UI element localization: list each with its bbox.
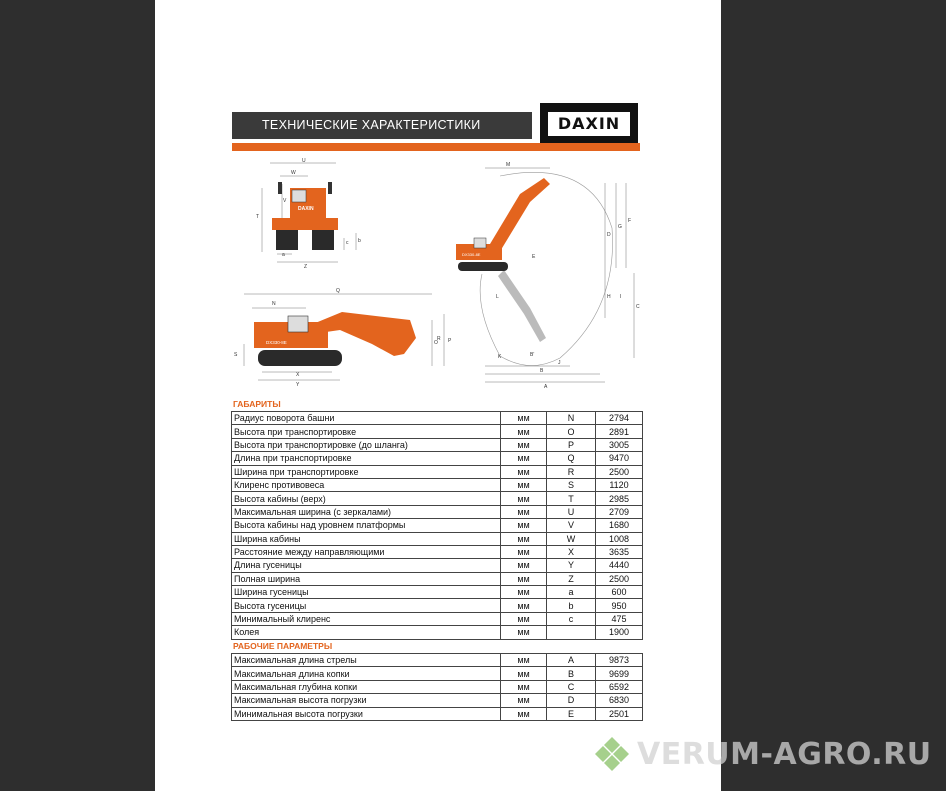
param-unit: мм bbox=[501, 680, 547, 693]
range-label-l: L bbox=[496, 294, 499, 300]
param-unit: мм bbox=[501, 545, 547, 558]
param-code: V bbox=[547, 519, 596, 532]
param-code: E bbox=[547, 707, 596, 720]
front-label-u: U bbox=[302, 158, 306, 164]
param-code: c bbox=[547, 612, 596, 625]
table-row bbox=[232, 492, 643, 505]
param-unit: мм bbox=[501, 425, 547, 438]
table-row bbox=[232, 599, 643, 612]
side-model-label: DX330-8E bbox=[266, 340, 287, 345]
front-label-t: T bbox=[256, 214, 260, 220]
param-unit: мм bbox=[501, 572, 547, 585]
param-name: Максимальная глубина копки bbox=[232, 680, 501, 693]
table-row bbox=[232, 478, 643, 491]
range-label-c: C bbox=[636, 304, 640, 310]
section-title-working: РАБОЧИЕ ПАРАМЕТРЫ bbox=[233, 641, 333, 651]
watermark bbox=[593, 734, 932, 774]
param-value: 1680 bbox=[596, 519, 643, 532]
table-row bbox=[232, 545, 643, 558]
param-code: P bbox=[547, 438, 596, 451]
param-unit: мм bbox=[501, 612, 547, 625]
param-value: 475 bbox=[596, 612, 643, 625]
param-unit: мм bbox=[501, 599, 547, 612]
param-name: Максимальная длина стрелы bbox=[232, 654, 501, 667]
front-label-c: c bbox=[346, 240, 349, 246]
param-code: X bbox=[547, 545, 596, 558]
param-name: Высота при транспортировке (до шланга) bbox=[232, 438, 501, 451]
table-row bbox=[232, 667, 643, 680]
param-name: Колея bbox=[232, 626, 501, 639]
range-label-b-prime: B' bbox=[530, 352, 535, 358]
range-label-b: B bbox=[540, 368, 544, 374]
param-code: b bbox=[547, 599, 596, 612]
range-label-a: A bbox=[544, 384, 548, 390]
param-value: 3635 bbox=[596, 545, 643, 558]
param-unit: мм bbox=[501, 586, 547, 599]
param-unit: мм bbox=[501, 465, 547, 478]
param-value: 600 bbox=[596, 586, 643, 599]
param-code: A bbox=[547, 654, 596, 667]
param-unit: мм bbox=[501, 654, 547, 667]
range-label-i: I bbox=[620, 294, 622, 300]
param-value: 9699 bbox=[596, 667, 643, 680]
dimensions-table bbox=[231, 411, 643, 640]
param-code: S bbox=[547, 478, 596, 491]
param-name: Ширина гусеницы bbox=[232, 586, 501, 599]
table-row bbox=[232, 412, 643, 425]
param-value: 2500 bbox=[596, 465, 643, 478]
range-label-d: D bbox=[607, 232, 611, 238]
param-value: 9873 bbox=[596, 654, 643, 667]
table-row bbox=[232, 465, 643, 478]
front-label-a: a bbox=[282, 252, 285, 258]
table-row bbox=[232, 532, 643, 545]
table-row bbox=[232, 519, 643, 532]
table-row bbox=[232, 559, 643, 572]
param-name: Длина при транспортировке bbox=[232, 452, 501, 465]
param-unit: мм bbox=[501, 707, 547, 720]
front-view-diagram bbox=[232, 158, 362, 270]
range-label-m: M bbox=[506, 162, 511, 168]
param-name: Максимальная длина копки bbox=[232, 667, 501, 680]
table-row bbox=[232, 505, 643, 518]
working-range-diagram bbox=[440, 158, 640, 390]
param-name: Радиус поворота башни bbox=[232, 412, 501, 425]
table-row bbox=[232, 425, 643, 438]
accent-bar bbox=[232, 143, 640, 151]
param-code: W bbox=[547, 532, 596, 545]
table-row bbox=[232, 438, 643, 451]
param-code: B bbox=[547, 667, 596, 680]
param-name: Высота кабины над уровнем платформы bbox=[232, 519, 501, 532]
front-label-z: Z bbox=[304, 264, 308, 270]
param-value: 2709 bbox=[596, 505, 643, 518]
param-name: Клиренс противовеса bbox=[232, 478, 501, 491]
range-label-h: H bbox=[607, 294, 611, 300]
side-label-x: X bbox=[296, 372, 300, 378]
param-value: 2794 bbox=[596, 412, 643, 425]
param-value: 3005 bbox=[596, 438, 643, 451]
param-value: 950 bbox=[596, 599, 643, 612]
param-code: a bbox=[547, 586, 596, 599]
front-brand-label: DAXIN bbox=[298, 206, 314, 212]
param-unit: мм bbox=[501, 559, 547, 572]
front-label-v: V bbox=[283, 198, 287, 204]
table-row bbox=[232, 626, 643, 639]
param-name: Полная ширина bbox=[232, 572, 501, 585]
param-name: Длина гусеницы bbox=[232, 559, 501, 572]
param-value: 2500 bbox=[596, 572, 643, 585]
param-code: N bbox=[547, 412, 596, 425]
param-code: Y bbox=[547, 559, 596, 572]
table-row bbox=[232, 612, 643, 625]
param-value: 1900 bbox=[596, 626, 643, 639]
table-row bbox=[232, 694, 643, 707]
param-name: Ширина при транспортировке bbox=[232, 465, 501, 478]
param-code: O bbox=[547, 425, 596, 438]
page-title: ТЕХНИЧЕСКИЕ ХАРАКТЕРИСТИКИ bbox=[262, 118, 481, 132]
param-code: C bbox=[547, 680, 596, 693]
watermark-text: VERUM-AGRO.RU bbox=[637, 736, 932, 772]
param-unit: мм bbox=[501, 452, 547, 465]
table-row bbox=[232, 654, 643, 667]
side-label-q: Q bbox=[336, 288, 340, 294]
param-unit: мм bbox=[501, 667, 547, 680]
table-row bbox=[232, 452, 643, 465]
front-label-w: W bbox=[291, 170, 296, 176]
param-value: 4440 bbox=[596, 559, 643, 572]
param-code: U bbox=[547, 505, 596, 518]
param-unit: мм bbox=[501, 412, 547, 425]
param-value: 2891 bbox=[596, 425, 643, 438]
param-value: 2985 bbox=[596, 492, 643, 505]
side-label-o: O bbox=[434, 340, 438, 346]
side-label-n: N bbox=[272, 301, 276, 307]
param-name: Максимальная ширина (с зеркалами) bbox=[232, 505, 501, 518]
param-unit: мм bbox=[501, 626, 547, 639]
side-label-r: R bbox=[437, 336, 441, 342]
param-unit: мм bbox=[501, 438, 547, 451]
range-label-k: K bbox=[498, 354, 502, 360]
brand-logo-text: DAXIN bbox=[548, 112, 630, 136]
param-name: Высота при транспортировке bbox=[232, 425, 501, 438]
param-code: Z bbox=[547, 572, 596, 585]
range-label-e: E bbox=[532, 254, 536, 260]
diamond-logo-icon bbox=[593, 735, 631, 773]
param-unit: мм bbox=[501, 492, 547, 505]
param-code: D bbox=[547, 694, 596, 707]
param-unit: мм bbox=[501, 478, 547, 491]
param-value: 9470 bbox=[596, 452, 643, 465]
param-value: 2501 bbox=[596, 707, 643, 720]
param-unit: мм bbox=[501, 519, 547, 532]
table-row bbox=[232, 707, 643, 720]
param-unit: мм bbox=[501, 694, 547, 707]
side-view-diagram bbox=[232, 284, 462, 390]
range-label-j: J bbox=[558, 360, 561, 366]
table-row bbox=[232, 572, 643, 585]
param-code bbox=[547, 626, 596, 639]
param-code: T bbox=[547, 492, 596, 505]
param-value: 1008 bbox=[596, 532, 643, 545]
front-label-b: b bbox=[358, 238, 361, 244]
param-code: R bbox=[547, 465, 596, 478]
table-row bbox=[232, 586, 643, 599]
range-model-label: DX330-8E bbox=[462, 252, 481, 257]
side-label-p: P bbox=[448, 338, 452, 344]
table-row bbox=[232, 680, 643, 693]
param-name: Минимальный клиренс bbox=[232, 612, 501, 625]
param-name: Ширина кабины bbox=[232, 532, 501, 545]
param-name: Максимальная высота погрузки bbox=[232, 694, 501, 707]
param-value: 6592 bbox=[596, 680, 643, 693]
param-name: Расстояние между направляющими bbox=[232, 545, 501, 558]
param-code: Q bbox=[547, 452, 596, 465]
side-label-s: S bbox=[234, 352, 238, 358]
range-label-f: F bbox=[628, 218, 632, 224]
param-unit: мм bbox=[501, 505, 547, 518]
range-label-g: G bbox=[618, 224, 622, 230]
side-label-y: Y bbox=[296, 382, 300, 388]
param-name: Высота кабины (верх) bbox=[232, 492, 501, 505]
section-title-dimensions: ГАБАРИТЫ bbox=[233, 399, 281, 409]
param-name: Минимальная высота погрузки bbox=[232, 707, 501, 720]
param-value: 6830 bbox=[596, 694, 643, 707]
param-value: 1120 bbox=[596, 478, 643, 491]
param-name: Высота гусеницы bbox=[232, 599, 501, 612]
working-params-table bbox=[231, 653, 643, 721]
param-unit: мм bbox=[501, 532, 547, 545]
